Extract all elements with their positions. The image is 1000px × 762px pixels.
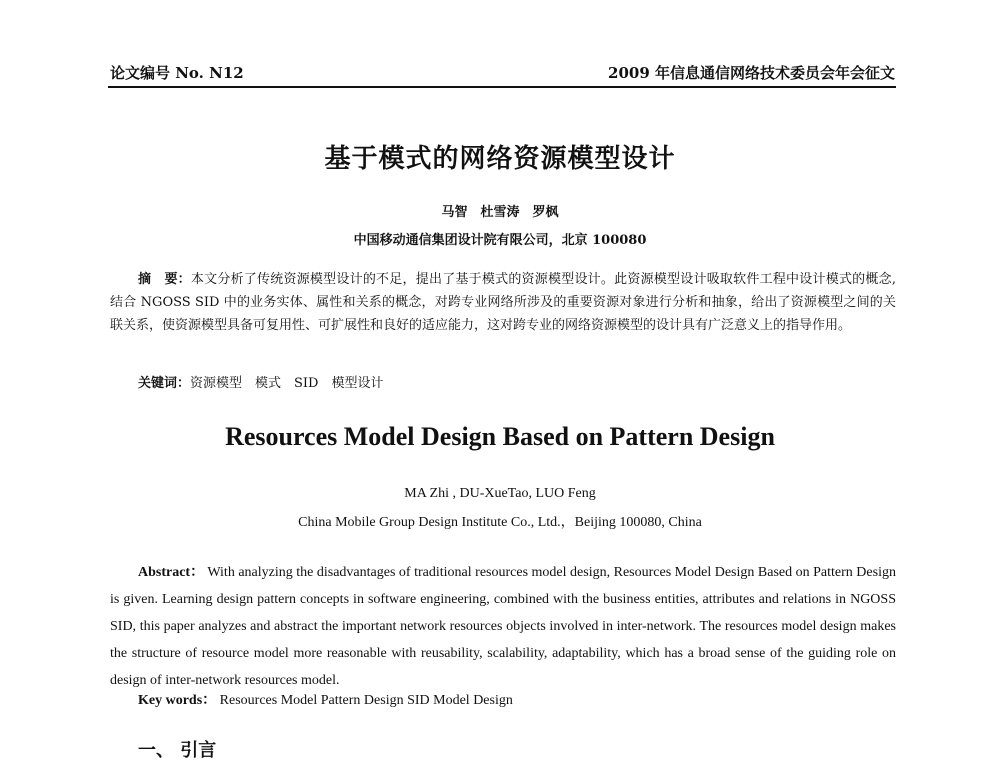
keywords-label-english: Key words：: [138, 693, 217, 708]
abstract-label-english: Abstract：: [138, 565, 205, 580]
affiliation-chinese: 中国移动通信集团设计院有限公司，北京 100080: [353, 233, 647, 248]
abstract-text-english: With analyzing the disadvantages of traditional resources model design, Resources Model Design Based on Pattern Design is given. Learning design pattern concepts in software engineering, combined with the business entities, attributes and relations in NGOSS SID, this paper analyzes and abstract the important network resources objects involved in inter-network. The resources model design makes the structure of resource model more reasonable with reusability, scalability, adaptability, which has a broad sense of the guiding role on design of inter-network resources model.: [110, 565, 896, 688]
keywords-text-english: Resources Model Pattern Design SID Model Design: [216, 693, 513, 708]
page-title-english: Resources Model Design Based on Pattern Design: [225, 422, 775, 451]
conference-name: 2009 年信息通信网络技术委员会年会征文: [608, 64, 895, 82]
keywords-label-chinese: 关键词：: [138, 376, 191, 391]
section-heading-introduction: 一、 引言: [138, 740, 217, 761]
keywords-english: [138, 689, 513, 709]
keywords-text-chinese: 资源模型 模式 SID 模型设计: [190, 376, 384, 391]
authors-chinese: 马智 杜雪涛 罗枫: [441, 205, 559, 220]
page-title-chinese: 基于模式的网络资源模型设计: [324, 144, 676, 174]
paper-number: 论文编号 No. N12: [110, 64, 244, 82]
affiliation-english: China Mobile Group Design Institute Co., Ltd.，Beijing 100080, China: [298, 515, 702, 530]
abstract-chinese: [110, 268, 896, 337]
abstract-text-chinese: 本文分析了传统资源模型设计的不足，提出了基于模式的资源模型设计。此资源模型设计吸取软件工程中设计模式的概念,结合 NGOSS SID 中的业务实体、属性和关系的概念，对跨专业网络所涉及的重要资源对象进行分析和抽象，给出了资源模型之间的关联关系，使资源模型具备可复用性、可扩展性和良好的适应能力，这对跨专业的网络资源模型的设计具有广泛意义上的指导作用。: [110, 272, 896, 333]
abstract-english: [110, 559, 896, 694]
keywords-chinese: [138, 372, 898, 391]
header-divider: [108, 86, 896, 88]
authors-english: MA Zhi , DU-XueTao, LUO Feng: [404, 486, 596, 501]
abstract-label-chinese: 摘 要：: [138, 272, 191, 287]
